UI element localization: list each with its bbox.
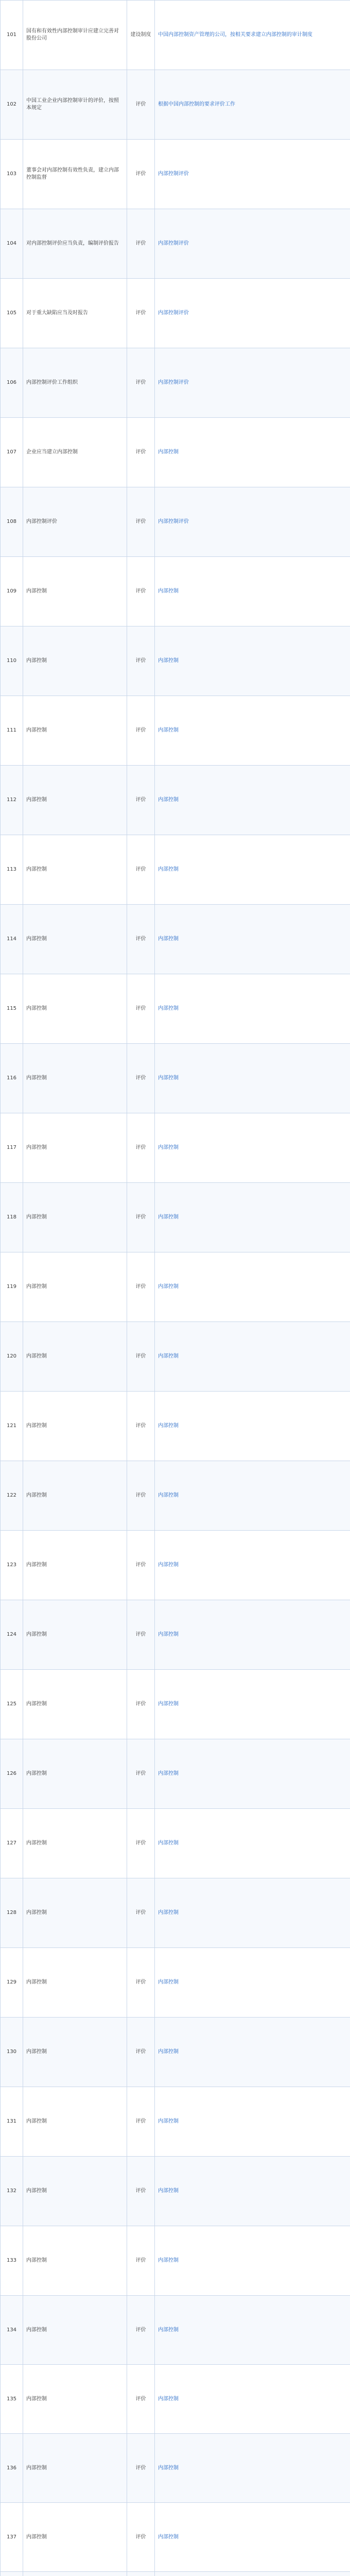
question-cell: 企业应当建立内部控制 [23,418,127,487]
category-tag: 评价 [127,1809,155,1878]
question-cell: 对内部控制评价应当负责，编制评价报告 [23,209,127,279]
row-number: 101 [1,1,23,70]
question-cell: 内部控制 [23,1461,127,1531]
table-row [1,348,350,418]
row-number: 102 [1,70,23,140]
question-cell: 内部控制 [23,1739,127,1809]
question-cell: 内部控制 [23,557,127,626]
category-tag: 评价 [127,905,155,974]
question-cell: 内部控制 [23,2018,127,2087]
table-row [1,1531,350,1600]
question-cell: 内部控制 [23,1809,127,1878]
answer-cell: 内部控制 [155,2296,350,2365]
answer-cell: 内部控制 [155,1461,350,1531]
row-number: 134 [1,2296,23,2365]
category-tag: 评价 [127,2434,155,2503]
answer-cell: 内部控制 [155,2434,350,2503]
question-cell: 内部控制 [23,1252,127,1322]
category-tag: 评价 [127,1878,155,1948]
row-number: 121 [1,1392,23,1461]
table-row [1,974,350,1044]
answer-cell: 内部控制 [155,1183,350,1252]
question-cell: 内部控制 [23,1878,127,1948]
question-cell: 内部控制评价工作组织 [23,348,127,418]
table-row [1,2087,350,2157]
question-cell: 对于重大缺陷应当及时报告 [23,279,127,348]
row-number: 109 [1,557,23,626]
table-row [1,1044,350,1113]
question-cell: 内部控制 [23,2434,127,2503]
row-number: 131 [1,2087,23,2157]
category-tag [127,2572,155,2576]
answer-cell: 内部控制 [155,557,350,626]
category-tag: 评价 [127,1461,155,1531]
category-tag: 评价 [127,1392,155,1461]
category-tag: 评价 [127,626,155,696]
answer-cell: 内部控制 [155,2087,350,2157]
category-tag: 评价 [127,696,155,766]
answer-cell: 内部控制评价 [155,487,350,557]
category-tag: 评价 [127,1322,155,1392]
row-number: 137 [1,2503,23,2572]
category-tag: 建设制度 [127,1,155,70]
category-tag: 评价 [127,835,155,905]
row-number: 112 [1,766,23,835]
row-number: 130 [1,2018,23,2087]
question-cell: 内部控制 [23,696,127,766]
row-number: 114 [1,905,23,974]
row-number: 111 [1,696,23,766]
category-tag: 评价 [127,2226,155,2296]
question-cell: 内部控制 [23,2226,127,2296]
answer-cell: 内部控制评价 [155,279,350,348]
question-cell: 内部控制 [23,2503,127,2572]
category-tag: 评价 [127,1948,155,2018]
row-number: 110 [1,626,23,696]
answer-cell: 根据中国内部控制的要求评价工作 [155,70,350,140]
category-tag: 评价 [127,974,155,1044]
answer-cell: 内部控制评价 [155,140,350,209]
category-tag: 评价 [127,418,155,487]
table-row [1,70,350,140]
question-cell: 内部控制 [23,974,127,1044]
table-row [1,557,350,626]
answer-cell [155,2572,350,2576]
question-cell: 内部控制 [23,1183,127,1252]
answer-cell: 内部控制 [155,2365,350,2434]
question-cell: 中国工业企业内部控制审计的评价，按照本规定 [23,70,127,140]
answer-cell: 内部控制 [155,1322,350,1392]
table-row [1,2157,350,2226]
question-cell: 内部控制 [23,905,127,974]
row-number: 103 [1,140,23,209]
category-tag: 评价 [127,2503,155,2572]
answer-cell: 内部控制 [155,905,350,974]
row-number: 104 [1,209,23,279]
question-cell: 内部控制 [23,1113,127,1183]
answer-cell: 内部控制 [155,1252,350,1322]
category-tag: 评价 [127,487,155,557]
table-row [1,766,350,835]
question-cell: 内部控制 [23,2296,127,2365]
row-number: 115 [1,974,23,1044]
table-row [1,1461,350,1531]
answer-cell: 内部控制 [155,1113,350,1183]
answer-cell: 内部控制 [155,1531,350,1600]
question-cell: 内部控制 [23,1531,127,1600]
row-number: 132 [1,2157,23,2226]
table-row [1,696,350,766]
category-tag: 评价 [127,70,155,140]
table-row [1,1670,350,1739]
row-number: 125 [1,1670,23,1739]
table-row [1,1948,350,2018]
question-cell: 内部控制 [23,766,127,835]
category-tag: 评价 [127,2365,155,2434]
category-tag: 评价 [127,2296,155,2365]
category-tag: 评价 [127,1531,155,1600]
table-row [1,905,350,974]
table-row [1,209,350,279]
table-row [1,1322,350,1392]
answer-cell: 内部控制 [155,835,350,905]
row-number: 123 [1,1531,23,1600]
row-number: 126 [1,1739,23,1809]
table-row [1,1392,350,1461]
table-row [1,418,350,487]
question-cell: 内部控制 [23,626,127,696]
answer-cell: 内部控制 [155,696,350,766]
row-number: 108 [1,487,23,557]
table-row [1,1252,350,1322]
question-cell: 内部控制 [23,1670,127,1739]
category-tag: 评价 [127,1252,155,1322]
category-tag: 评价 [127,279,155,348]
category-tag: 评价 [127,140,155,209]
row-number: 120 [1,1322,23,1392]
table-row [1,2018,350,2087]
row-number: 129 [1,1948,23,2018]
row-number: 118 [1,1183,23,1252]
answer-cell: 内部控制评价 [155,348,350,418]
question-cell: 内部控制评价 [23,487,127,557]
table-row [1,2434,350,2503]
answer-cell: 内部控制 [155,1392,350,1461]
table-row [1,140,350,209]
row-number: 113 [1,835,23,905]
row-number: 106 [1,348,23,418]
answer-cell: 内部控制 [155,418,350,487]
table-row [1,2365,350,2434]
table-row [1,2226,350,2296]
row-number: 128 [1,1878,23,1948]
category-tag: 评价 [127,1113,155,1183]
answer-cell: 内部控制 [155,2503,350,2572]
question-cell: 国有和有效性内部控制审计应建立完善对股份公司 [23,1,127,70]
question-cell: 内部控制 [23,1948,127,2018]
category-tag: 评价 [127,348,155,418]
answer-cell: 内部控制 [155,2226,350,2296]
answer-cell: 内部控制 [155,1948,350,2018]
question-cell: 内部控制 [23,1322,127,1392]
category-tag: 评价 [127,557,155,626]
table-row [1,1878,350,1948]
row-number: 127 [1,1809,23,1878]
answer-cell: 内部控制 [155,626,350,696]
table-row [1,2296,350,2365]
table-row [1,626,350,696]
question-cell: 内部控制 [23,1044,127,1113]
table-row [1,1600,350,1670]
question-cell [23,2572,127,2576]
table-row [1,1,350,70]
table-row [1,279,350,348]
row-number: 116 [1,1044,23,1113]
category-tag: 评价 [127,1183,155,1252]
table-row [1,2503,350,2572]
question-cell: 内部控制 [23,1600,127,1670]
row-number: 122 [1,1461,23,1531]
answer-cell: 内部控制 [155,2157,350,2226]
row-number: 136 [1,2434,23,2503]
table-row [1,835,350,905]
answer-cell: 内部控制 [155,766,350,835]
answer-cell: 中国内部控制资产管理的公司，按相关要求建立内部控制的审计制度 [155,1,350,70]
category-tag: 评价 [127,2087,155,2157]
table-row [1,2572,350,2576]
row-number: 135 [1,2365,23,2434]
category-tag: 评价 [127,209,155,279]
question-cell: 董事会对内部控制有效性负责，建立内部控制监督 [23,140,127,209]
category-tag: 评价 [127,2157,155,2226]
row-number: 119 [1,1252,23,1322]
answer-cell: 内部控制 [155,1739,350,1809]
category-tag: 评价 [127,2018,155,2087]
table-row [1,1183,350,1252]
category-tag: 评价 [127,1044,155,1113]
table-row [1,1809,350,1878]
category-tag: 评价 [127,1670,155,1739]
category-tag: 评价 [127,1600,155,1670]
answer-cell: 内部控制 [155,1878,350,1948]
answer-cell: 内部控制 [155,1809,350,1878]
row-number: 117 [1,1113,23,1183]
category-tag: 评价 [127,1739,155,1809]
qa-table-body [1,1,350,2576]
table-row [1,1113,350,1183]
row-number: 124 [1,1600,23,1670]
row-number: 107 [1,418,23,487]
table-row [1,1739,350,1809]
question-cell: 内部控制 [23,2157,127,2226]
answer-cell: 内部控制 [155,1670,350,1739]
question-cell: 内部控制 [23,2087,127,2157]
answer-cell: 内部控制 [155,974,350,1044]
category-tag: 评价 [127,766,155,835]
question-cell: 内部控制 [23,835,127,905]
answer-cell: 内部控制 [155,2018,350,2087]
answer-cell: 内部控制 [155,1044,350,1113]
table-row [1,487,350,557]
row-number [1,2572,23,2576]
answer-cell: 内部控制评价 [155,209,350,279]
row-number: 133 [1,2226,23,2296]
question-cell: 内部控制 [23,1392,127,1461]
question-cell: 内部控制 [23,2365,127,2434]
answer-cell: 内部控制 [155,1600,350,1670]
row-number: 105 [1,279,23,348]
